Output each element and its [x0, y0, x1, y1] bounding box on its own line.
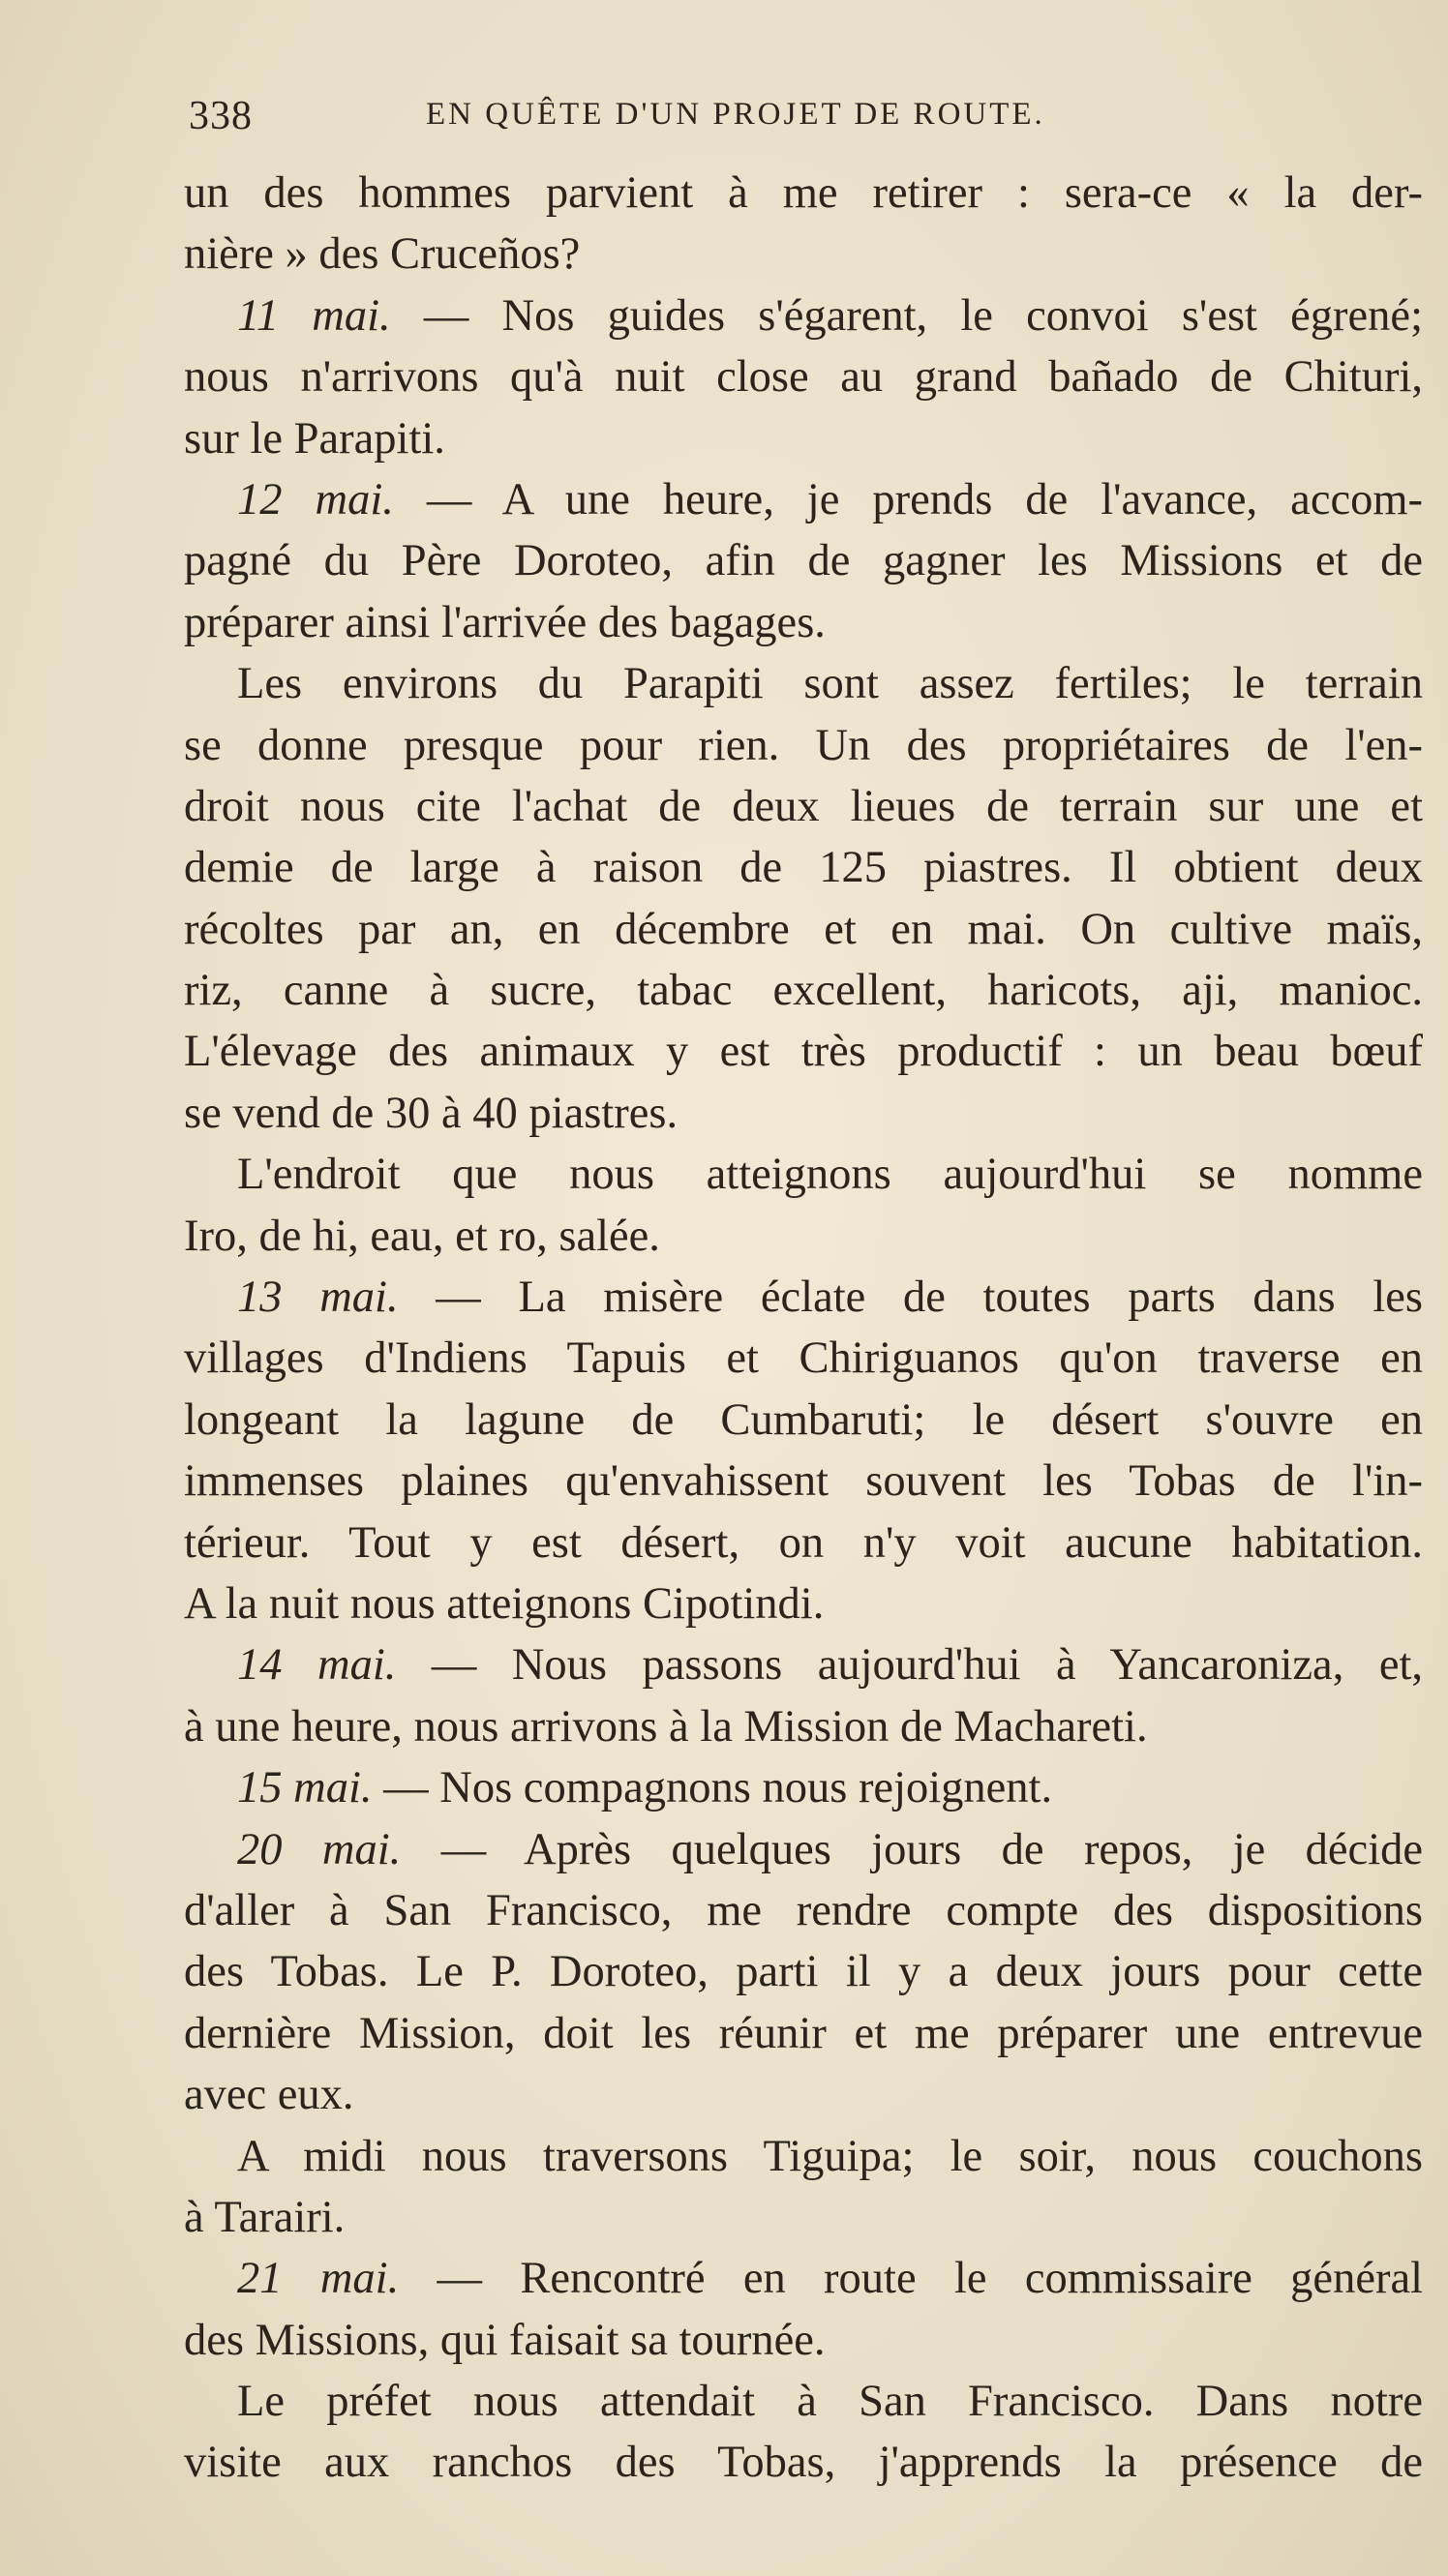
line-text: A la nuit nous atteignons Cipotindi. [184, 1578, 825, 1629]
text-line [184, 899, 1423, 960]
line-text: villages d'Indiens Tapuis et Chiriguanos qu'on traverse en [184, 1333, 1423, 1384]
text-line [184, 1757, 1423, 1818]
page-header [189, 93, 1292, 151]
entry-date: 12 mai. [237, 474, 394, 524]
text-line [184, 346, 1423, 407]
line-text: des Missions, qui faisait sa tournée. [184, 2315, 826, 2365]
text-line [184, 776, 1423, 837]
text-line [184, 1513, 1423, 1573]
entry-date: 21 mai. [237, 2254, 400, 2304]
line-text: A midi nous traversons Tiguipa; le soir, nous couchons [237, 2131, 1423, 2181]
line-text: — Après quelques jours de repos, je décide [401, 1824, 1424, 1874]
entry-date: 20 mai. [237, 1824, 402, 1874]
line-text: des Tobas. Le P. Doroteo, parti il y a deux jours pour cette [184, 1947, 1423, 1997]
text-line [184, 1941, 1423, 2002]
line-text: L'endroit que nous atteignons aujourd'hui se nomme [237, 1150, 1423, 1200]
line-text: demie de large à raison de 125 piastres. Il obtient deux [184, 843, 1423, 893]
line-text: — La misère éclate de toutes parts dans les [398, 1273, 1424, 1323]
text-line [184, 592, 1423, 653]
line-text: — A une heure, je prends de l'avance, accom- [393, 474, 1423, 524]
page-number: 338 [189, 94, 253, 138]
line-text: riz, canne à sucre, tabac excellent, haricots, aji, manioc. [184, 966, 1423, 1016]
line-text: Iro, de hi, eau, et ro, salée. [184, 1211, 660, 1261]
line-text: sur le Parapiti. [184, 413, 445, 464]
line-text: d'aller à San Francisco, me rendre compte des dispositions [184, 1885, 1423, 1935]
text-line [184, 285, 1423, 346]
line-text: Les environs du Parapiti sont assez fertiles; le terrain [237, 659, 1423, 709]
text-line [184, 1021, 1423, 1082]
line-text: — Nos compagnons nous rejoignent. [372, 1763, 1053, 1813]
text-line [184, 2432, 1423, 2493]
line-text: dernière Mission, doit les réunir et me préparer une entrevue [184, 2008, 1423, 2058]
line-text: longeant la lagune de Cumbaruti; le désert s'ouvre en [184, 1394, 1423, 1445]
text-line [184, 408, 1423, 469]
entry-date: 15 mai. [237, 1763, 373, 1813]
entry-date: 11 mai. [237, 290, 391, 341]
line-text: un des hommes parvient à me retirer : sera-ce « la der- [184, 168, 1423, 218]
line-text: préparer ainsi l'arrivée des bagages. [184, 597, 826, 647]
line-text: nière » des Cruceños? [184, 229, 581, 280]
text-line [184, 715, 1423, 776]
running-head: EN QUÊTE D'UN PROJET DE ROUTE. [426, 97, 1045, 132]
page-body-text [184, 163, 1423, 2494]
text-line [184, 1206, 1423, 1267]
text-line [184, 1696, 1423, 1757]
entry-date: 14 mai. [237, 1640, 397, 1691]
line-text: térieur. Tout y est désert, on n'y voit aucune habitation. [184, 1517, 1423, 1568]
text-line [184, 1634, 1423, 1695]
line-text: nous n'arrivons qu'à nuit close au grand bañado de Chituri, [184, 352, 1423, 403]
text-line [184, 1880, 1423, 1941]
line-text: Le préfet nous attendait à San Francisco. Dans notre [237, 2377, 1423, 2427]
text-line [184, 2126, 1423, 2187]
line-text: — Nos guides s'égarent, le convoi s'est égrené; [390, 290, 1423, 341]
line-text: L'élevage des animaux y est très productif : un beau bœuf [184, 1027, 1423, 1077]
text-line [184, 2310, 1423, 2371]
text-line [184, 1083, 1423, 1144]
text-line [184, 2064, 1423, 2125]
text-line [184, 2371, 1423, 2432]
line-text: — Rencontré en route le commissaire général [399, 2254, 1424, 2304]
text-line [184, 1451, 1423, 1512]
text-line [184, 2187, 1423, 2248]
text-line [184, 224, 1423, 285]
line-text: se donne presque pour rien. Un des propriétaires de l'en- [184, 720, 1423, 770]
text-line [184, 1573, 1423, 1634]
text-line [184, 960, 1423, 1021]
line-text: immenses plaines qu'envahissent souvent les Tobas de l'in- [184, 1456, 1423, 1507]
text-line [184, 1267, 1423, 1328]
line-text: récoltes par an, en décembre et en mai. On cultive maïs, [184, 904, 1423, 954]
text-line [184, 163, 1423, 224]
line-text: visite aux ranchos des Tobas, j'apprends la présence de [184, 2438, 1423, 2488]
text-line [184, 1328, 1423, 1389]
text-line [184, 530, 1423, 591]
text-line [184, 1390, 1423, 1451]
line-text: se vend de 30 à 40 piastres. [184, 1088, 679, 1138]
line-text: droit nous cite l'achat de deux lieues de terrain sur une et [184, 781, 1423, 831]
text-line [184, 1819, 1423, 1880]
line-text: à une heure, nous arrivons à la Mission de Machareti. [184, 1701, 1148, 1752]
text-line [184, 837, 1423, 898]
line-text: pagné du Père Doroteo, afin de gagner les Missions et de [184, 536, 1423, 586]
text-line [184, 1144, 1423, 1205]
text-line [184, 469, 1423, 530]
text-line [184, 2248, 1423, 2309]
line-text: — Nous passons aujourd'hui à Yancaroniza, et, [396, 1640, 1423, 1691]
text-line [184, 653, 1423, 714]
entry-date: 13 mai. [237, 1273, 399, 1323]
line-text: avec eux. [184, 2070, 354, 2120]
line-text: à Tarairi. [184, 2192, 346, 2242]
text-line [184, 2003, 1423, 2064]
